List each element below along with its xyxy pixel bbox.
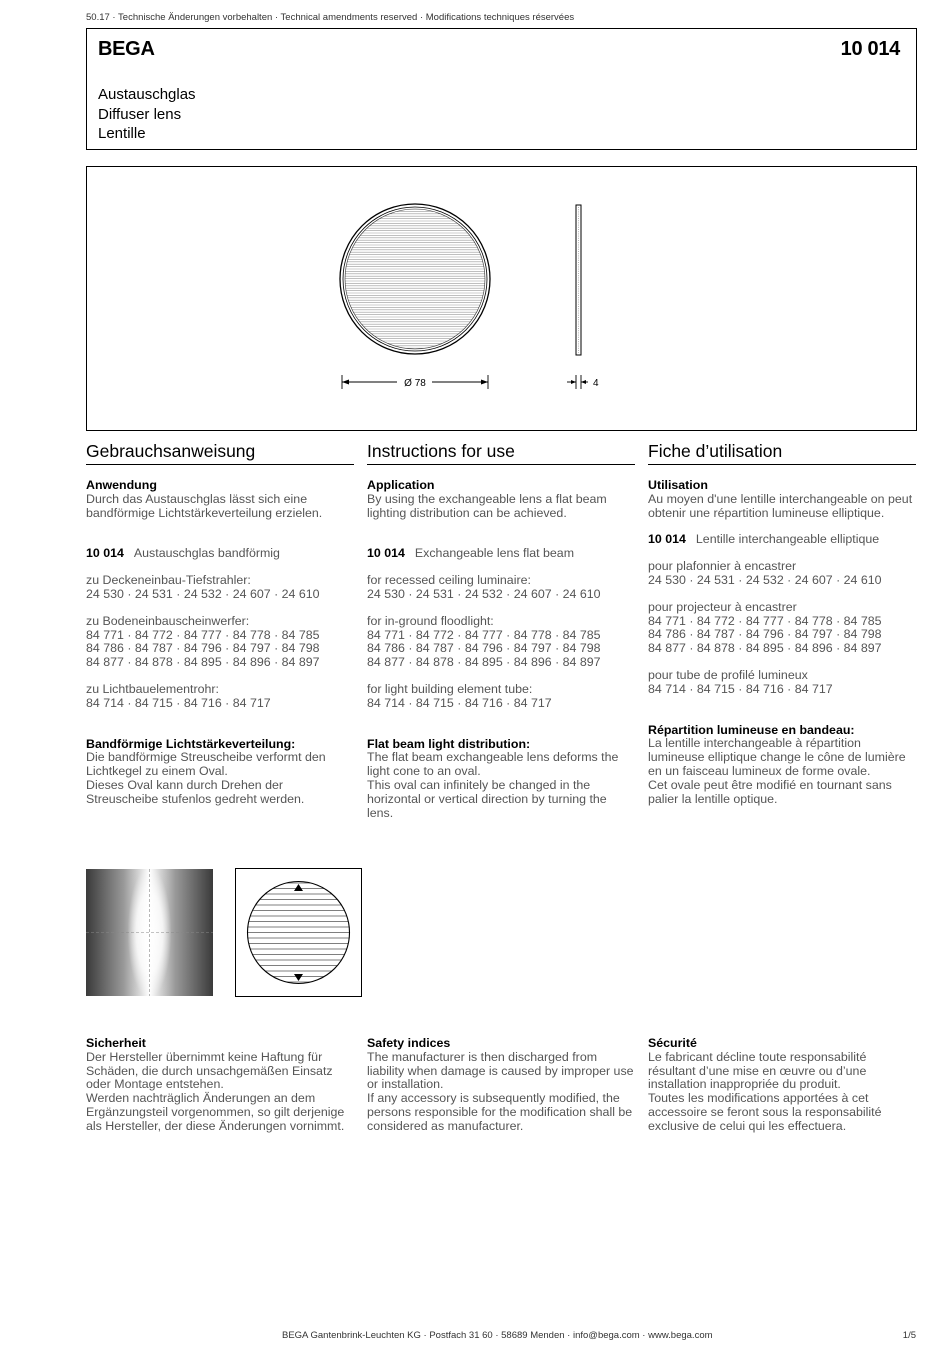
group3-items-en: 84 714 · 84 715 · 84 716 · 84 717	[367, 695, 552, 710]
group1-de	[86, 574, 354, 602]
column-en	[367, 440, 635, 820]
group2-line3-fr: 84 877 · 84 878 · 84 895 · 84 896 · 84 897	[648, 641, 882, 656]
brand-name: BEGA	[98, 38, 155, 60]
group1-label-de: zu Deckeneinbau-Tiefstrahler:	[86, 573, 251, 588]
application-text-de: Durch das Austauschglas lässt sich eine bandförmige Lichtstärkeverteilung erzielen.	[86, 491, 323, 520]
article-line-en	[367, 547, 635, 561]
safety-de	[86, 1037, 354, 1134]
application-title-fr: Utilisation	[648, 478, 708, 492]
product-titles	[98, 85, 196, 144]
article-num-de: 10 014	[86, 546, 124, 561]
group3-items-fr: 84 714 · 84 715 · 84 716 · 84 717	[648, 681, 833, 696]
distribution-en	[367, 738, 635, 821]
footer-address: BEGA Gantenbrink-Leuchten KG · Postfach 31 60 · 58689 Menden · info@bega.com · www.bega.com	[282, 1330, 713, 1341]
group3-label-en: for light building element tube:	[367, 681, 533, 696]
distribution-de	[86, 738, 354, 807]
group2-line1-en: 84 771 · 84 772 · 84 777 · 84 778 · 84 785	[367, 627, 601, 642]
article-number: 10 014	[840, 38, 900, 60]
group3-label-fr: pour tube de profilé lumineux	[648, 667, 808, 682]
safety-text2-en: If any accessory is subsequently modified, the persons responsible for the modification shall be considered as manufacturer.	[367, 1091, 633, 1133]
group2-label-en: for in-ground floodlight:	[367, 613, 494, 628]
distribution-text1-de: Die bandförmige Streuscheibe verformt den Lichtkegel zu einem Oval.	[86, 750, 326, 779]
article-desc-de: Austauschglas bandförmig	[133, 546, 280, 561]
lens-drawing	[87, 167, 916, 430]
revision-note: 50.17 · Technische Änderungen vorbehalten · Technical amendments reserved · Modifications techniques réservées	[86, 12, 575, 23]
group2-line3-en: 84 877 · 84 878 · 84 895 · 84 896 · 84 897	[367, 655, 601, 670]
article-line-fr	[648, 533, 916, 547]
group1-items-fr: 24 530 · 24 531 · 24 532 · 24 607 · 24 610	[648, 572, 882, 587]
group1-items-en: 24 530 · 24 531 · 24 532 · 24 607 · 24 610	[367, 586, 601, 601]
distribution-fr	[648, 724, 916, 807]
application-text-fr: Au moyen d'une lentille interchangeable on peut obtenir une répartition lumineuse elliptique.	[648, 491, 913, 520]
heading-de: Gebrauchsanweisung	[86, 440, 354, 465]
heading-fr: Fiche d’utilisation	[648, 440, 916, 465]
group3-de	[86, 683, 354, 711]
distribution-text2-de: Dieses Oval kann durch Drehen der Streuscheibe stufenlos gedreht werden.	[86, 777, 305, 806]
header-box	[86, 28, 917, 150]
column-de	[86, 440, 354, 807]
safety-text1-de: Der Hersteller übernimmt keine Haftung für Schäden, die durch unsachgemäßen Einsatz oder Montage entstehen.	[86, 1049, 333, 1092]
group2-line2-de: 84 786 · 84 787 · 84 796 · 84 797 · 84 798	[86, 641, 320, 656]
article-desc-en: Exchangeable lens flat beam	[414, 546, 575, 561]
safety-title-fr: Sécurité	[648, 1036, 697, 1050]
group2-en	[367, 615, 635, 670]
safety-en	[367, 1037, 635, 1134]
technical-drawing	[86, 166, 917, 431]
safety-text1-fr: Le fabricant décline toute responsabilité résultant d’une mise en œuvre ou d’une installation inappropriée du produit.	[648, 1049, 867, 1092]
group2-line3-de: 84 877 · 84 878 · 84 895 · 84 896 · 84 897	[86, 655, 320, 670]
distribution-text1-en: The flat beam exchangeable lens deforms the light cone to an oval.	[367, 750, 619, 779]
article-line-de	[86, 547, 354, 561]
title-de: Austauschglas	[98, 86, 196, 103]
application-text-en: By using the exchangeable lens a flat beam lighting distribution can be achieved.	[367, 491, 607, 520]
group3-fr	[648, 669, 916, 697]
safety-text2-fr: Toutes les modifications apportées à cet accessoire se feront sous la responsabilité exclusive de celui qui les effectuera.	[648, 1091, 882, 1133]
group1-en	[367, 574, 635, 602]
distribution-text2-en: This oval can infinitely be changed in the horizontal or vertical direction by turning the lens.	[367, 777, 607, 820]
group2-label-de: zu Bodeneinbauscheinwerfer:	[86, 613, 250, 628]
group2-line2-en: 84 786 · 84 787 · 84 796 · 84 797 · 84 798	[367, 641, 601, 656]
distribution-text2-fr: Cet ovale peut être modifié en tournant sans palier la lentille optique.	[648, 777, 892, 806]
title-en: Diffuser lens	[98, 105, 182, 123]
group1-items-de: 24 530 · 24 531 · 24 532 · 24 607 · 24 610	[86, 586, 320, 601]
distribution-title-de: Bandförmige Lichtstärkeverteilung:	[86, 736, 296, 751]
thickness-label: 4	[593, 378, 599, 389]
group3-en	[367, 683, 635, 711]
diameter-label: Ø 78	[404, 378, 426, 389]
group2-line2-fr: 84 786 · 84 787 · 84 796 · 84 797 · 84 798	[648, 627, 882, 642]
title-fr: Lentille	[98, 125, 146, 142]
heading-en: Instructions for use	[367, 440, 635, 465]
group3-label-de: zu Lichtbauelementrohr:	[86, 681, 219, 696]
group2-label-fr: pour projecteur à encastrer	[648, 599, 797, 614]
lens-orientation-diagram	[235, 868, 362, 997]
column-fr	[648, 440, 916, 806]
group1-fr	[648, 560, 916, 588]
article-num-fr: 10 014	[648, 532, 686, 547]
application-title-de: Anwendung	[86, 478, 157, 492]
group2-fr	[648, 601, 916, 656]
distribution-text1-fr: La lentille interchangeable à répartition lumineuse elliptique change le cône de lumière en un faisceau lumineux de forme ovale.	[648, 736, 906, 778]
distribution-title-en: Flat beam light distribution:	[367, 736, 531, 751]
group1-label-fr: pour plafonnier à encastrer	[648, 559, 797, 574]
group2-de	[86, 615, 354, 670]
group2-line1-fr: 84 771 · 84 772 · 84 777 · 84 778 · 84 785	[648, 613, 882, 628]
safety-title-en: Safety indices	[367, 1036, 451, 1050]
application-title-en: Application	[367, 478, 435, 492]
page-number: 1/5	[902, 1330, 916, 1341]
safety-fr	[648, 1037, 916, 1134]
group2-line1-de: 84 771 · 84 772 · 84 777 · 84 778 · 84 785	[86, 627, 320, 642]
group3-items-de: 84 714 · 84 715 · 84 716 · 84 717	[86, 695, 271, 710]
lens-front-view	[340, 204, 490, 354]
lens-side-view	[576, 205, 581, 355]
safety-text1-en: The manufacturer is then discharged from liability when damage is caused by improper use or installation.	[367, 1049, 634, 1092]
light-distribution-image	[86, 869, 213, 996]
distribution-title-fr: Répartition lumineuse en bandeau:	[648, 722, 855, 737]
group1-label-en: for recessed ceiling luminaire:	[367, 573, 531, 588]
article-num-en: 10 014	[367, 546, 405, 561]
safety-title-de: Sicherheit	[86, 1036, 146, 1050]
thickness-dimension	[567, 375, 588, 389]
article-desc-fr: Lentille interchangeable elliptique	[695, 532, 880, 547]
safety-text2-de: Werden nachträglich Änderungen an dem Ergänzungsteil vorgenommen, so gilt derjenige als Hersteller, der diese Änderungen vornimmt.	[86, 1091, 345, 1133]
